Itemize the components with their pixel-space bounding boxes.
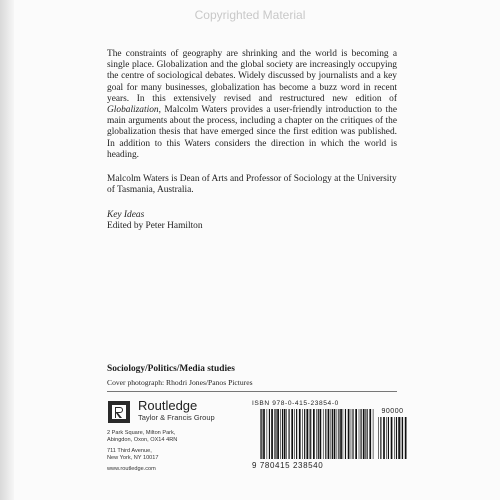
publisher-group: Taylor & Francis Group [138, 413, 215, 422]
barcode-addon-digits: 90000 [381, 408, 404, 415]
blurb [107, 49, 397, 161]
barcode-icon [260, 409, 374, 459]
series-info [107, 210, 203, 232]
publisher-name: Routledge [138, 398, 198, 413]
isbn-label: ISBN 978-0-415-23854-0 [252, 400, 339, 407]
series-name: Key Ideas [107, 210, 145, 220]
spine-edge [0, 0, 14, 500]
address-line: Abingdon, Oxon, OX14 4RN [107, 437, 178, 443]
series-editor: Edited by Peter Hamilton [107, 221, 203, 232]
cover-credit: Cover photograph: Rhodri Jones/Panos Pictures [107, 378, 253, 387]
blurb-paragraph [107, 49, 397, 161]
subject-category: Sociology/Politics/Media studies [107, 364, 235, 374]
book-title-italic: Globalization, [107, 105, 161, 116]
author-bio: Malcolm Waters is Dean of Arts and Professor of Sociology at the University of Tasmania, Australia. [107, 174, 397, 196]
address-line: 2 Park Square, Milton Park, [107, 430, 176, 436]
barcode-block [252, 400, 407, 472]
publisher-website: www.routledge.com [107, 466, 156, 472]
address-line: New York, NY 10017 [107, 455, 159, 461]
barcode-addon-icon [378, 417, 407, 459]
barcode-digits: 9 780415 238540 [252, 461, 324, 470]
blurb-text-2: Malcolm Waters provides a user-friendly introduction to the main arguments about the process, including a chapter on the critiques of the globalization thesis that have emerged since the first edition was published. In addition to this Waters considers the direction in which the world is heading. [107, 105, 397, 160]
address-line: 711 Third Avenue, [107, 448, 152, 454]
watermark: Copyrighted Material [194, 8, 306, 22]
publisher-address [107, 430, 217, 473]
blurb-text-1: The constraints of geography are shrinking and the world is becoming a single place. Globalization and the global society are increasingly occupying the centre of sociological debates. Widely discussed by journalists and a key goal for many businesses, globalization has become a buzz word in recent years. In this extensively revised and restructured new edition of [107, 49, 397, 104]
divider [107, 391, 397, 392]
routledge-logo-icon [107, 400, 135, 424]
